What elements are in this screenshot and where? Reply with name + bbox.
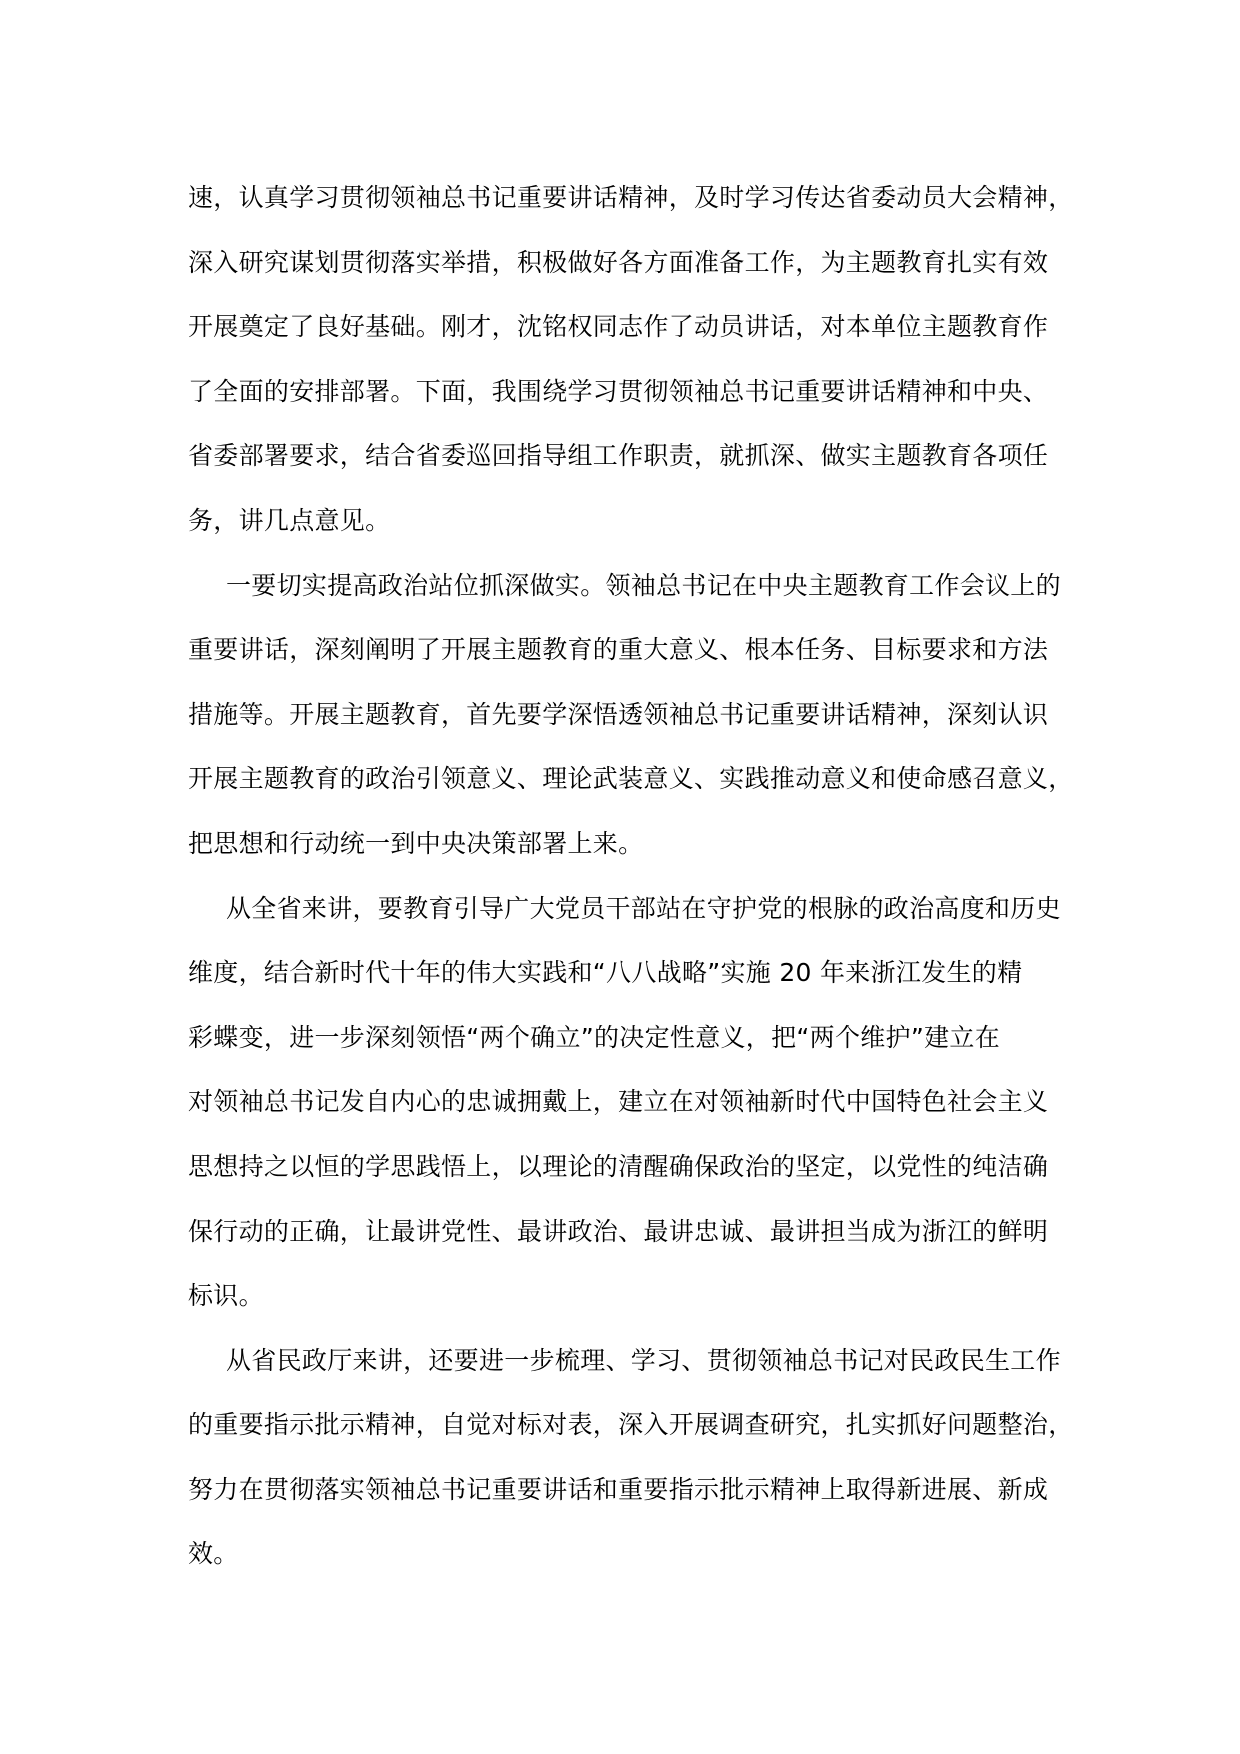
text-line: 标识。 xyxy=(188,1281,264,1311)
text-line: 务，讲几点意见。 xyxy=(188,505,391,535)
text-line: 重要讲话，深刻阐明了开展主题教育的重大意义、根本任务、目标要求和方法 xyxy=(188,635,1049,665)
text-line: 了全面的安排部署。下面，我围绕学习贯彻领袖总书记重要讲话精神和中央、 xyxy=(188,376,1049,406)
text-line: 维度，结合新时代十年的伟大实践和“八八战略”实施 20 年来浙江发生的精 xyxy=(188,958,1023,988)
text-line: 措施等。开展主题教育，首先要学深悟透领袖总书记重要讲话精神，深刻认识 xyxy=(188,699,1049,729)
text-line: 把思想和行动统一到中央决策部署上来。 xyxy=(188,828,644,858)
text-line: 一要切实提高政治站位抓深做实。领袖总书记在中央主题教育工作会议上的 xyxy=(226,570,1061,600)
text-line: 对领袖总书记发自内心的忠诚拥戴上，建立在对领袖新时代中国特色社会主义 xyxy=(188,1087,1049,1117)
text-line: 思想持之以恒的学思践悟上，以理论的清醒确保政治的坚定，以党性的纯洁确 xyxy=(188,1151,1049,1181)
paragraph-3 xyxy=(188,877,1068,1329)
text-line: 效。 xyxy=(188,1539,239,1569)
text-line: 彩蝶变，进一步深刻领悟“两个确立”的决定性意义，把“两个维护”建立在 xyxy=(188,1022,1001,1052)
text-line: 开展奠定了良好基础。刚才，沈铭权同志作了动员讲话，对本单位主题教育作 xyxy=(188,312,1049,342)
text-line: 的重要指示批示精神，自觉对标对表，深入开展调查研究，扎实抓好问题整治， xyxy=(188,1410,1074,1440)
text-line: 深入研究谋划贯彻落实举措，积极做好各方面准备工作，为主题教育扎实有效 xyxy=(188,247,1049,277)
paragraph-4 xyxy=(188,1329,1074,1587)
text-line: 努力在贯彻落实领袖总书记重要讲话和重要指示批示精神上取得新进展、新成 xyxy=(188,1474,1049,1504)
text-line: 速，认真学习贯彻领袖总书记重要讲话精神，及时学习传达省委动员大会精神， xyxy=(188,183,1074,212)
text-line: 从省民政厅来讲，还要进一步梳理、学习、贯彻领袖总书记对民政民生工作 xyxy=(226,1345,1061,1375)
text-line: 保行动的正确，让最讲党性、最讲政治、最讲忠诚、最讲担当成为浙江的鲜明 xyxy=(188,1216,1049,1246)
text-line: 从全省来讲，要教育引导广大党员干部站在守护党的根脉的政治高度和历史 xyxy=(226,893,1061,923)
document-body xyxy=(188,166,1074,1587)
paragraph-2 xyxy=(188,554,1074,877)
text-line: 省委部署要求，结合省委巡回指导组工作职责，就抓深、做实主题教育各项任 xyxy=(188,441,1049,471)
paragraph-1 xyxy=(188,166,1074,554)
text-line: 开展主题教育的政治引领意义、理论武装意义、实践推动意义和使命感召意义， xyxy=(188,764,1074,794)
